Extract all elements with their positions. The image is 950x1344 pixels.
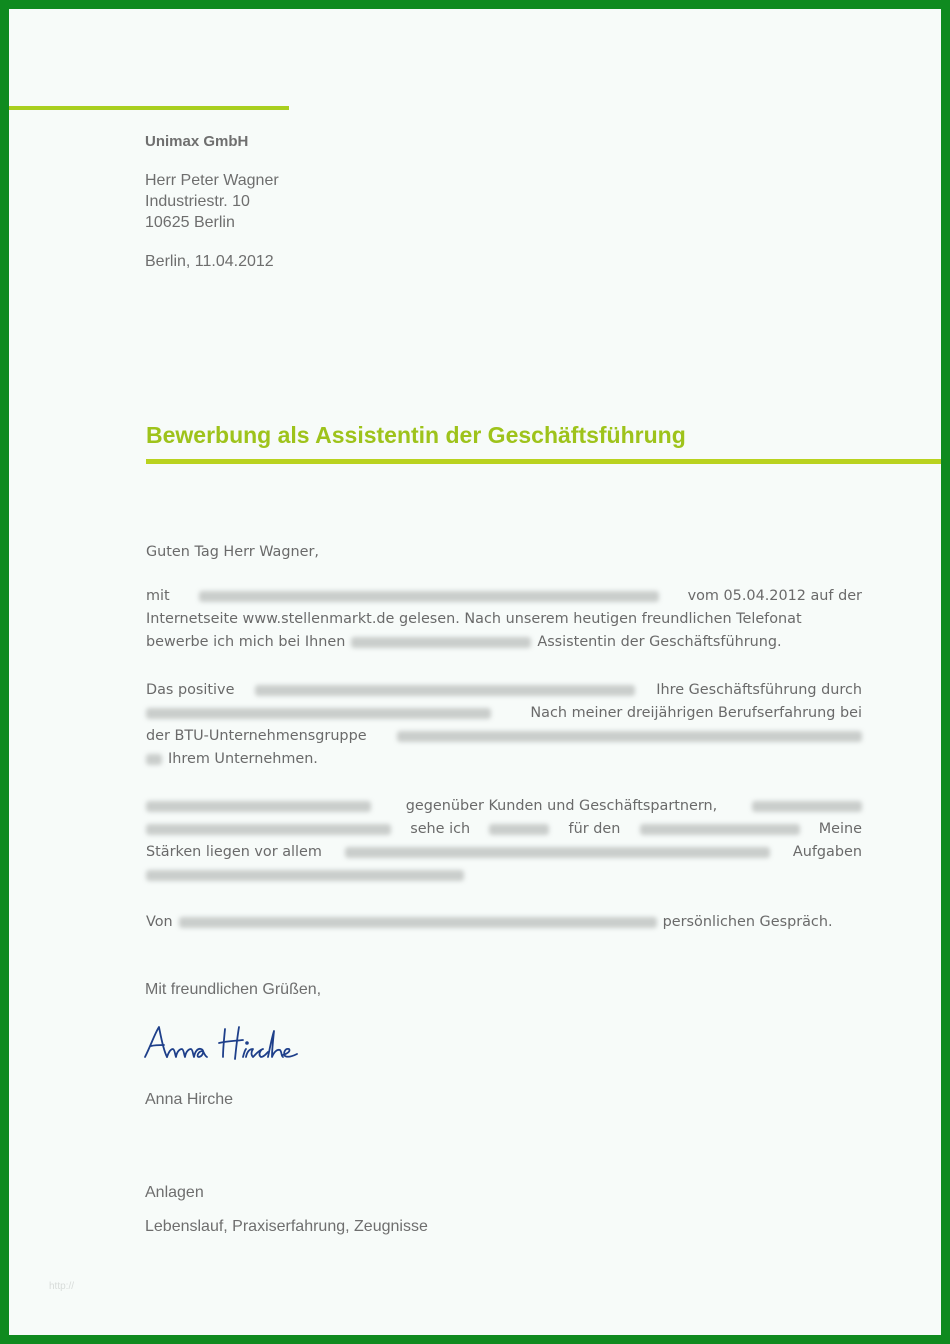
- text-fragment: Ihrem Unternehmen.: [168, 751, 318, 767]
- redacted-text: [199, 591, 659, 602]
- paragraph-4: [146, 911, 862, 934]
- text-fragment: der BTU-Unternehmensgruppe: [146, 728, 367, 744]
- watermark-text: http://: [49, 1281, 75, 1292]
- recipient-city: 10625 Berlin: [145, 214, 235, 231]
- text-fragment: bewerbe ich mich bei Ihnen: [146, 634, 346, 650]
- handwritten-signature: [143, 1019, 313, 1074]
- subject-heading: Bewerbung als Assistentin der Geschäftsführung: [146, 422, 686, 448]
- accent-bar-top: [9, 106, 289, 110]
- text-fragment: Das positive: [146, 682, 235, 698]
- recipient-address: [145, 170, 279, 233]
- redacted-text: [752, 801, 862, 812]
- paragraph-1: [146, 585, 862, 654]
- accent-bar-subject: [146, 459, 941, 464]
- text-fragment: Ihre Geschäftsführung durch: [656, 682, 862, 698]
- redacted-text: [255, 685, 635, 696]
- text-fragment: gegenüber Kunden und Geschäftspartnern,: [405, 798, 718, 814]
- sender-company: Unimax GmbH: [145, 133, 249, 150]
- paragraph-3: [146, 795, 862, 887]
- redacted-text: [146, 708, 491, 719]
- letter-date: Berlin, 11.04.2012: [145, 253, 274, 270]
- signer-name: Anna Hirche: [145, 1091, 234, 1108]
- redacted-text: [489, 824, 549, 835]
- redacted-text: [146, 870, 464, 881]
- redacted-text: [351, 637, 531, 648]
- text-fragment: Meine: [818, 821, 862, 837]
- redacted-text: [146, 754, 162, 765]
- text-fragment: Assistentin der Geschäftsführung.: [537, 634, 782, 650]
- text-fragment: vom 05.04.2012 auf der: [687, 588, 862, 604]
- attachments-label: Anlagen: [145, 1184, 204, 1201]
- redacted-text: [345, 847, 770, 858]
- redacted-text: [146, 801, 371, 812]
- text-fragment: Internetseite www.stellenmarkt.de gelesen. Nach unserem heutigen freundlichen Telefonat: [146, 611, 802, 627]
- text-fragment: mit: [146, 588, 170, 604]
- text-fragment: für den: [568, 821, 621, 837]
- redacted-text: [179, 917, 657, 928]
- paragraph-2: [146, 679, 862, 771]
- text-fragment: Nach meiner dreijährigen Berufserfahrung bei: [530, 705, 862, 721]
- redacted-text: [397, 731, 862, 742]
- text-fragment: Aufgaben: [792, 844, 862, 860]
- text-fragment: persönlichen Gespräch.: [662, 914, 833, 930]
- redacted-text: [640, 824, 800, 835]
- text-fragment: Stärken liegen vor allem: [146, 844, 322, 860]
- text-fragment: Von: [146, 914, 173, 930]
- signature-graphic: [143, 1019, 313, 1069]
- letter-page: [9, 9, 941, 1335]
- recipient-street: Industriestr. 10: [145, 193, 250, 210]
- attachments-list: Lebenslauf, Praxiserfahrung, Zeugnisse: [145, 1218, 428, 1235]
- closing-phrase: Mit freundlichen Grüßen,: [145, 981, 322, 998]
- salutation: Guten Tag Herr Wagner,: [146, 544, 319, 560]
- redacted-text: [146, 824, 391, 835]
- recipient-name: Herr Peter Wagner: [145, 172, 279, 189]
- text-fragment: sehe ich: [410, 821, 471, 837]
